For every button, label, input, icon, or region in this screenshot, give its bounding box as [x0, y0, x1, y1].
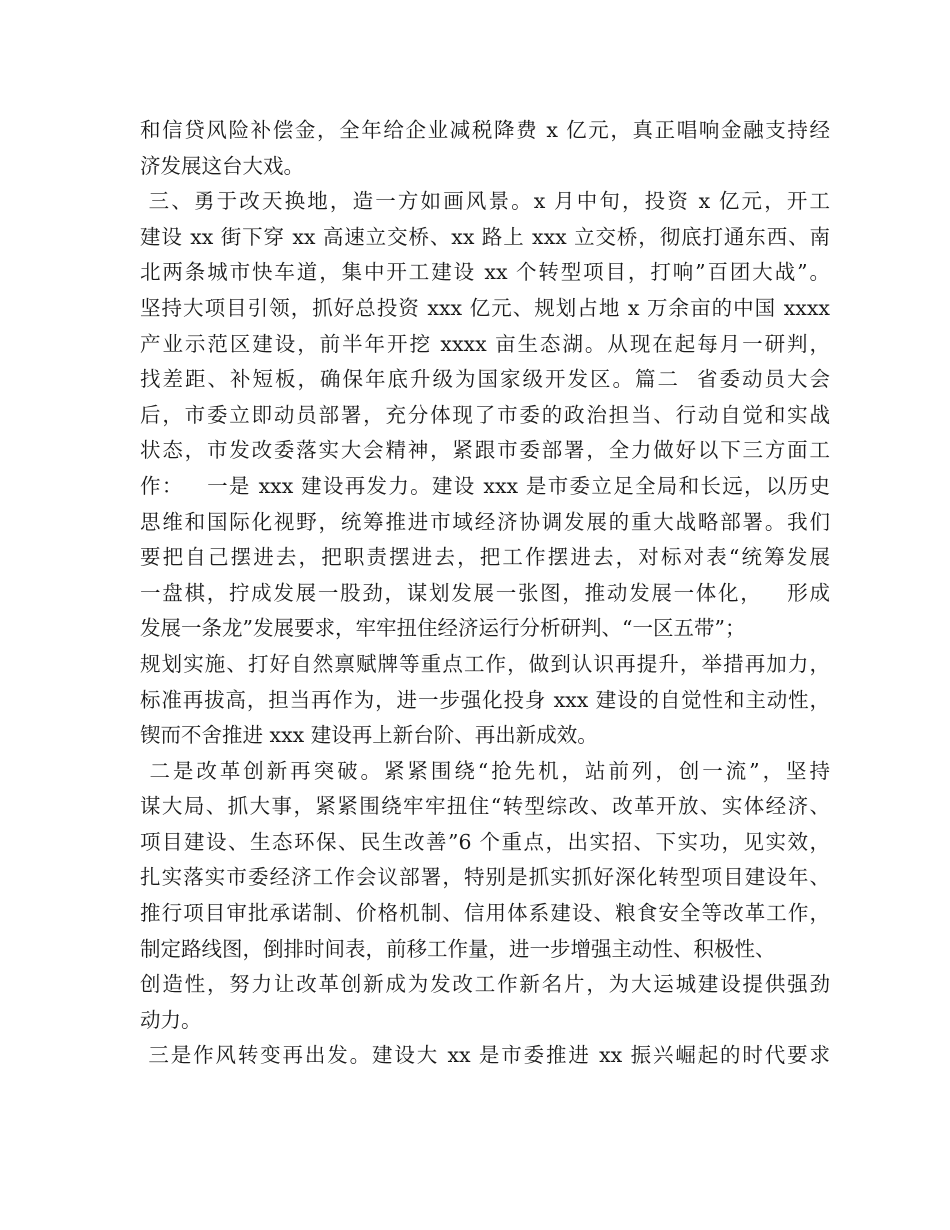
- text-line: 一盘棋，拧成发展一股劲，谋划发展一张图，推动发展一体化， 形成: [140, 580, 830, 605]
- body-text: [140, 113, 830, 1074]
- text-line: 动力。: [140, 1007, 202, 1032]
- text-line: 谋大局、抓大事，紧紧围绕牢牢扭住“转型综改、改革开放、实体经济、: [140, 794, 830, 819]
- text-line: 标准再拔高，担当再作为，进一步强化投身 xxx 建设的自觉性和主动性，: [140, 687, 830, 712]
- text-line: 二是改革创新再突破。紧紧围绕“抢先机，站前列，创一流”，坚持: [140, 758, 830, 783]
- text-line: 状态，市发改委落实大会精神，紧跟市委部署，全力做好以下三方面工: [140, 438, 830, 463]
- text-line: 济发展这台大戏。: [140, 153, 304, 178]
- text-line: 扎实落实市委经济工作会议部署，特别是抓实抓好深化转型项目建设年、: [140, 865, 830, 890]
- text-line: 后，市委立即动员部署，充分体现了市委的政治担当、行动自觉和实战: [140, 402, 830, 427]
- text-line: 建设 xx 街下穿 xx 高速立交桥、xx 路上 xxx 立交桥，彻底打通东西、南: [140, 224, 830, 249]
- text-line: 思维和国际化视野，统筹推进市域经济协调发展的重大战略部署。我们: [140, 509, 830, 534]
- text-line: 坚持大项目引领，抓好总投资 xxx 亿元、规划占地 x 万余亩的中国 xxxx: [140, 295, 830, 320]
- text-line: 产业示范区建设，前半年开挖 xxxx 亩生态湖。从现在起每月一研判，: [140, 331, 830, 356]
- text-line: 项目建设、生态环保、民生改善”6 个重点，出实招、下实功，见实效，: [140, 829, 830, 854]
- text-line: 规划实施、打好自然禀赋牌等重点工作，做到认识再提升，举措再加力，: [140, 651, 830, 676]
- text-line: 制定路线图，倒排时间表，前移工作量，进一步增强主动性、积极性、: [140, 936, 776, 961]
- text-line: 发展一条龙”发展要求，牢牢扭住经济运行分析研判、“一区五带”；: [140, 616, 746, 641]
- text-line: 三、勇于改天换地，造一方如画风景。x 月中旬，投资 x 亿元，开工: [140, 189, 830, 214]
- text-line: 推行项目审批承诺制、价格机制、信用体系建设、粮食安全等改革工作，: [140, 901, 830, 926]
- text-line: 和信贷风险补偿金，全年给企业减税降费 x 亿元，真正唱响金融支持经: [140, 118, 830, 142]
- text-line: 北两条城市快车道，集中开工建设 xx 个转型项目，打响”百团大战”。: [140, 260, 830, 285]
- text-line: 锲而不舍推进 xxx 建设再上新台阶、再出新成效。: [140, 723, 598, 748]
- text-line: 作： 一是 xxx 建设再发力。建设 xxx 是市委立足全局和长远，以历史: [140, 473, 830, 498]
- text-line: 创造性，努力让改革创新成为发改工作新名片，为大运城建设提供强劲: [140, 972, 830, 997]
- text-line: 三是作风转变再出发。建设大 xx 是市委推进 xx 振兴崛起的时代要求: [140, 1043, 830, 1068]
- text-line: 要把自己摆进去，把职责摆进去，把工作摆进去，对标对表“统筹发展: [140, 545, 830, 570]
- text-line: 找差距、补短板，确保年底升级为国家级开发区。篇二 省委动员大会: [140, 367, 830, 392]
